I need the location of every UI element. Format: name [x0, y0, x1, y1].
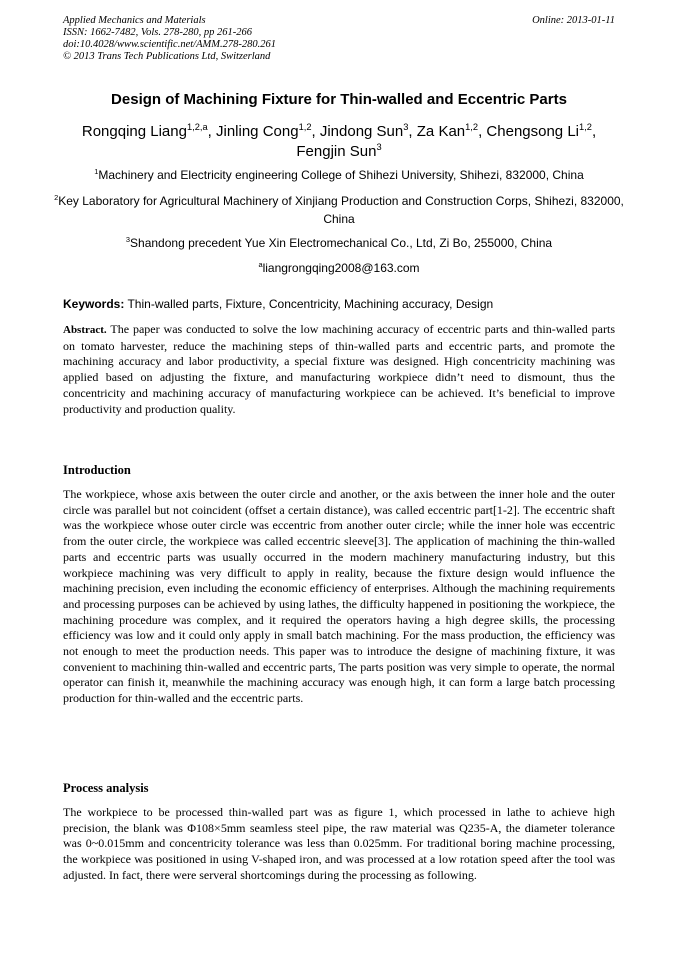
author: Jindong Sun$^3$, — [319, 122, 417, 140]
keywords-text: Thin-walled parts, Fixture, Concentricity, Machining accuracy, Design — [124, 297, 494, 311]
affiliation-2: $^2$Key Laboratory for Agricultural Machinery of Xinjiang Production and Construction Corps, Shihezi, 832000, China — [54, 193, 624, 226]
keywords — [63, 296, 615, 312]
author: Jinling Cong$^{1,2}$, — [216, 122, 320, 140]
abstract-text: The paper was conducted to solve the low machining accuracy of eccentric parts and thin-walled parts on tomato harvester, reduce the machining steps of thin-walled parts and eccentric parts, and promote the machining accuracy and labor productivity, a special fixture was designed. High concentricity machining was applied based on adjusting the fixture, and manufacturing workpiece didn’t need to dismount, thus the concentricity and machining accuracy of manufacturing workpiece can be achieved. It’s beneficial to improve productivity and production quality. — [63, 322, 615, 416]
issn-line: ISSN: 1662-7482, Vols. 278-280, pp 261-266 — [63, 27, 252, 38]
online-date: Online: 2013-01-11 — [532, 15, 615, 26]
doi-line: doi:10.4028/www.scientific.net/AMM.278-280.261 — [63, 39, 276, 50]
process-analysis-heading: Process analysis — [63, 781, 149, 795]
paper-title: Design of Machining Fixture for Thin-walled and Eccentric Parts — [111, 91, 567, 108]
journal-name: Applied Mechanics and Materials — [63, 15, 206, 26]
abstract — [63, 322, 615, 417]
introduction-heading: Introduction — [63, 463, 131, 477]
process-analysis-text: The workpiece to be processed thin-walled part was as figure 1, which processed in lathe to achieve high precision, the blank was Φ108×5mm seamless steel pipe, the raw material was Q235-A, the diameter tolerance was 0~0.015mm and concentricity tolerance was less than 0.025mm. For traditional boring machine processing, the workpiece was positioned in using V-shaped iron, and was processed at a low rotation speed after the tool was adjusted. In fact, there were serveral shortcomings during the processing as following. — [63, 805, 615, 882]
author: Za Kan$^{1,2}$, — [416, 122, 487, 140]
copyright-line: © 2013 Trans Tech Publications Ltd, Switzerland — [63, 51, 271, 62]
keywords-label: Keywords: — [63, 297, 125, 311]
author-list — [40, 122, 638, 162]
author: Rongqing Liang$^{1,2,a}$, — [81, 122, 216, 140]
affiliation-3: $^3$Shandong precedent Yue Xin Electromechanical Co., Ltd, Zi Bo, 255000, China — [125, 235, 553, 250]
introduction-text: The workpiece, whose axis between the outer circle and another, or the axis between the inner hole and the outer circle was parallel but not coincident (offset a certain distance), was called eccentric part[1-2]. The eccentric shaft was the workpiece whose outer circle was eccentric from another outer circle; while the inner hole was eccentric from the outer circle, the workpiece was called eccentric sleeve[3]. The application of machining the thin-walled parts and eccentric parts was usually occurred in the modern machinery manufacturing industry, but this workpiece machining was very difficult to apply in reality, because the fixture design would influence the machining precision, even including the economic efficiency of enterprises. Although the machining requirements and processing purposes can be achieved by using lathes, the difficulty happened in positioning the workpiece, the machining procedure was complex, and it required the operators having a high degree skills, the processing efficiency was low and it could only apply in small batch machining. For the mass production, the efficiency was not enough to meet the production needs. This paper was to introduce the designe of machining fixture, it was convenient to machining thin-walled and eccentric parts, The parts position was very simple to operate, the normal operator can finish it, meanwhile the machining accuracy was enough high, it can form a large batch processing production for thin-walled and the eccentric parts. — [63, 487, 615, 706]
journal-header — [63, 15, 615, 63]
affiliation-1: $^1$Machinery and Electricity engineering College of Shihezi University, Shihezi, 832000, China — [94, 167, 584, 182]
author: Fengjin Sun$^3$ — [296, 142, 382, 160]
author: Chengsong Li$^{1,2}$, — [486, 122, 597, 140]
abstract-label: Abstract. — [63, 324, 107, 336]
author-email: $^a$liangrongqing2008@163.com — [258, 260, 420, 275]
